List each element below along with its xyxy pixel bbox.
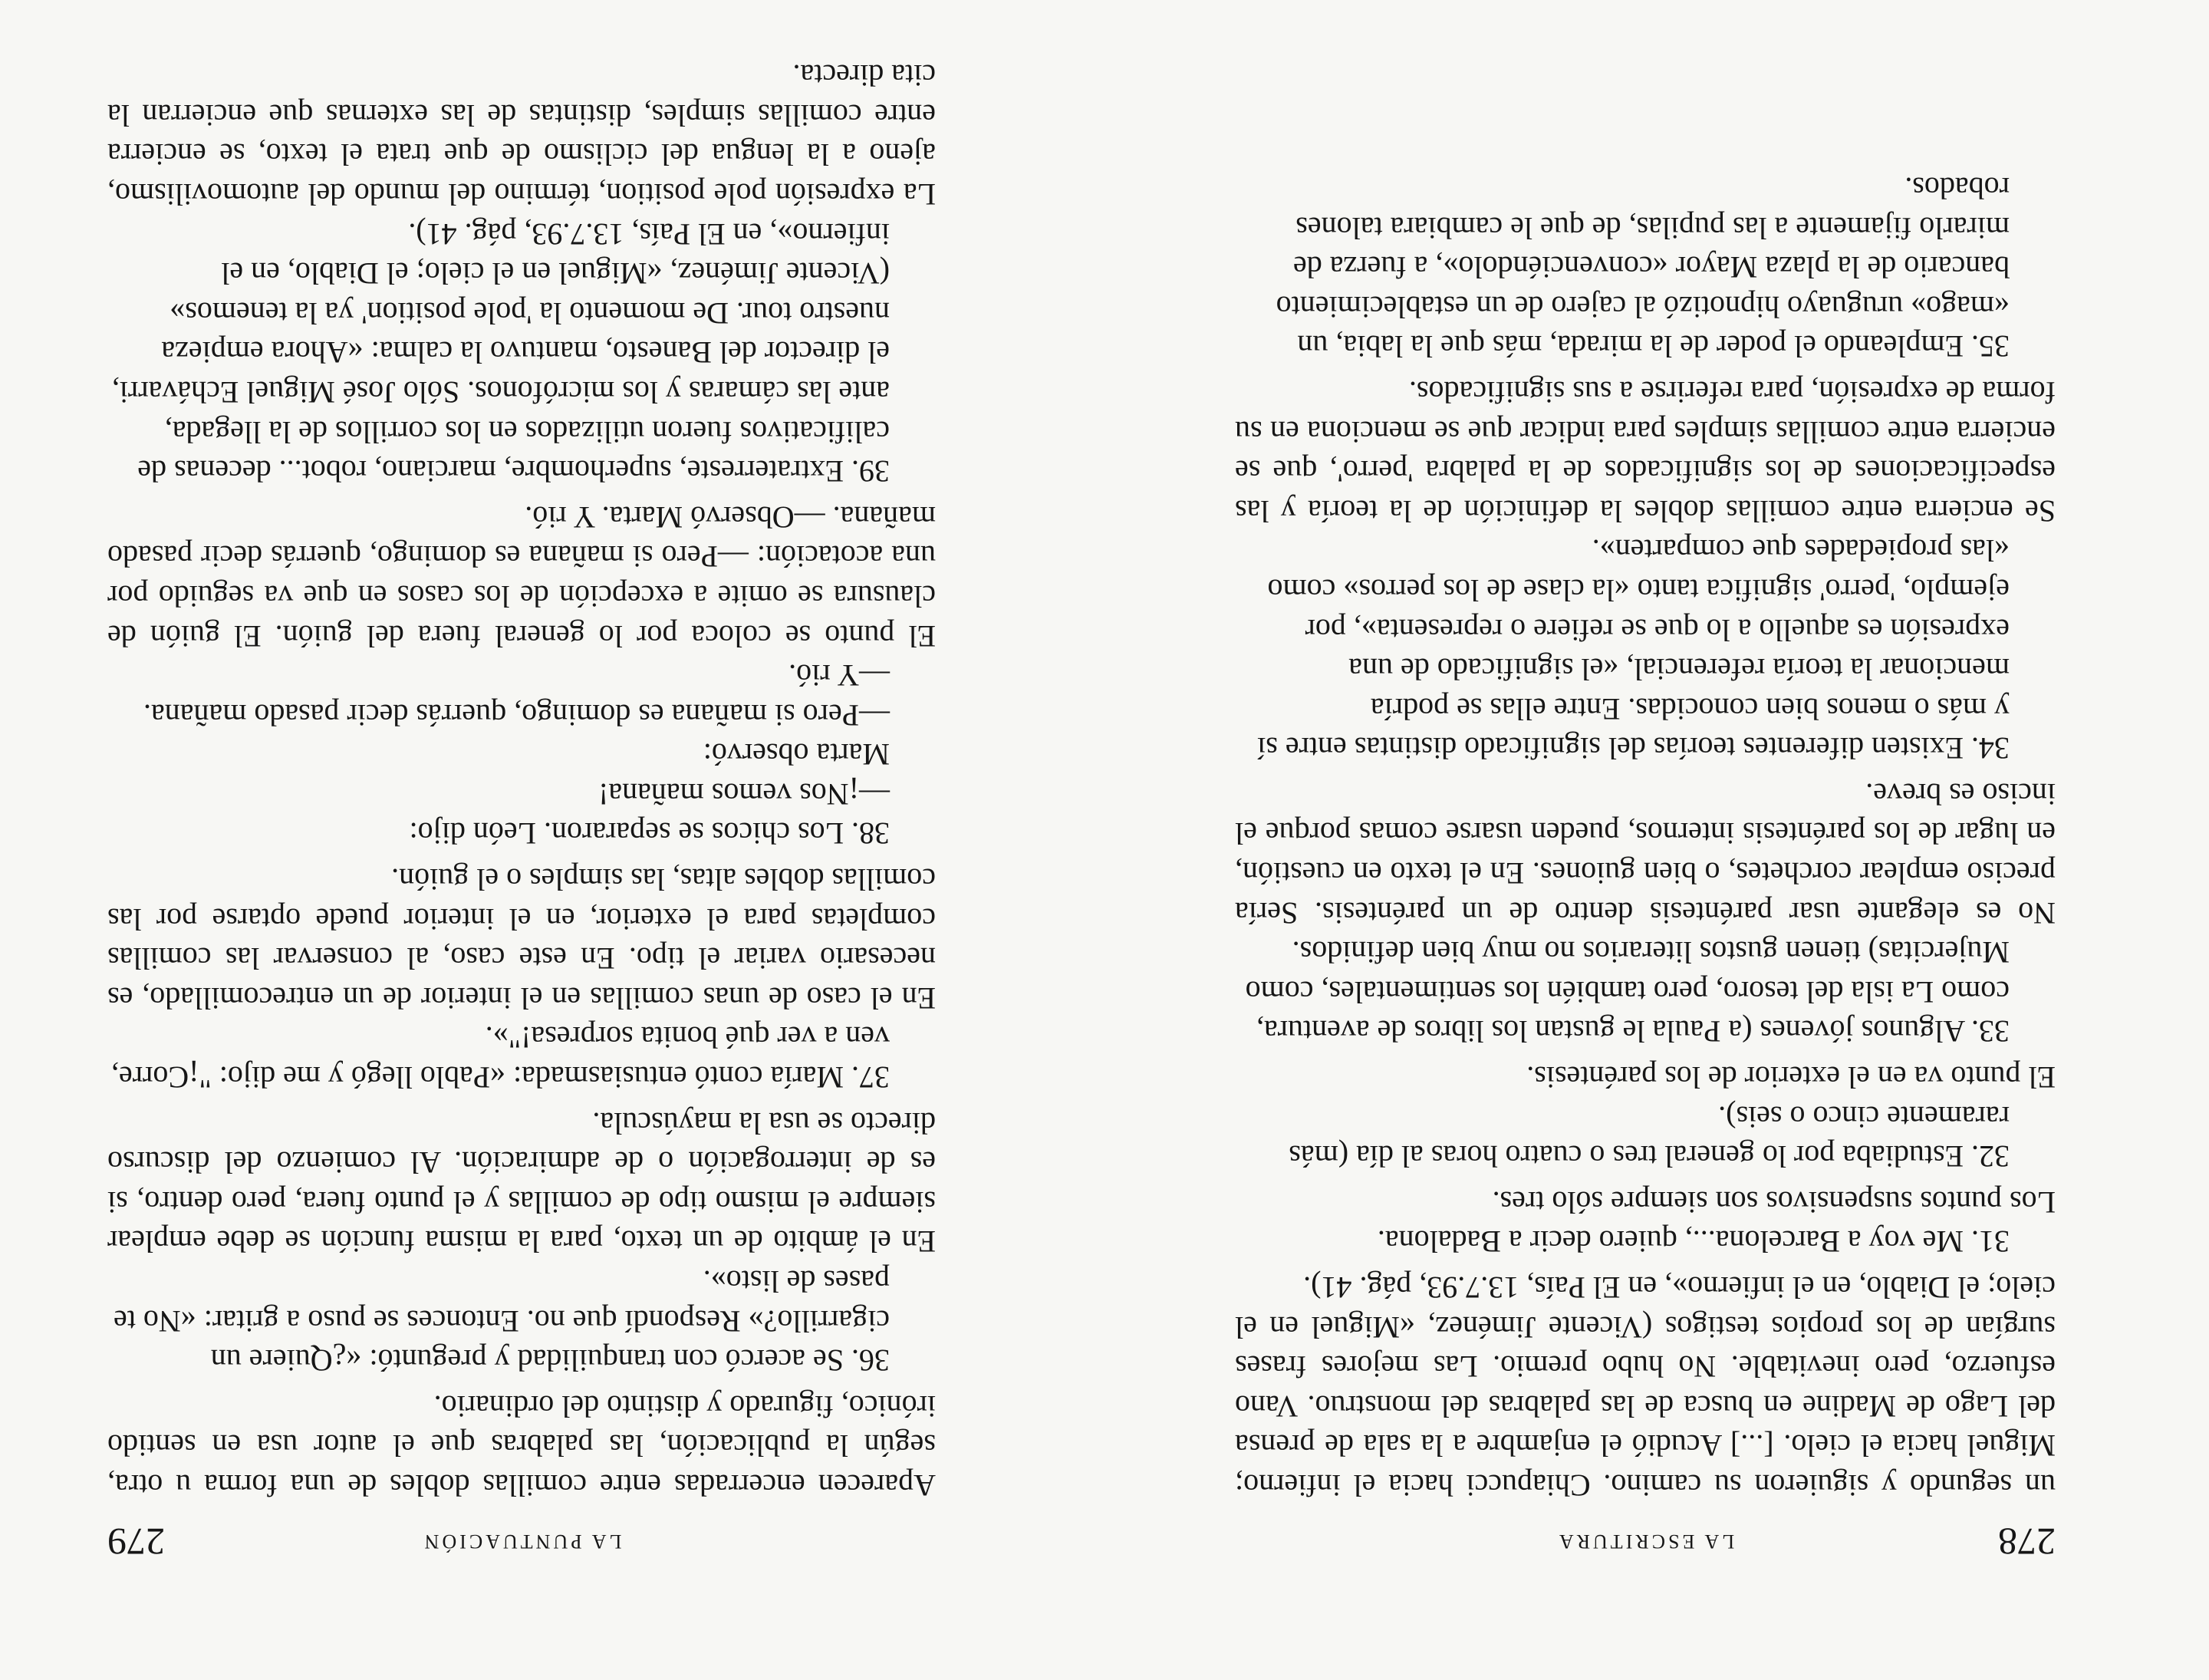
page-header xyxy=(1235,1519,2056,1565)
paragraph-continuation: un segundo y siguieron su camino. Chiapucci hacia el infierno; Miguel hacia el cielo. [...] Acudió el enjambre a la sala de prensa del Lago de Madine en busca de las palabras del monstruo. Vano esfuerzo, pero inevitable. No hubo premio. Las mejores frases surgían de los propios testigos (Vicente Jiménez, «Miguel en el cielo; el Diablo, en el infierno», en El País, 13.7.93, pág. 41). xyxy=(1235,1270,2056,1503)
example-38-dialogue-1: —¡Nos vemos mañana! xyxy=(598,776,890,812)
comment-33: No es elegante usar paréntesis dentro de un paréntesis. Sería preciso emplear corchetes, o bien guiones. En el texto en cuestión, en lugar de los paréntesis internos, pueden usarse comas porque el inciso es breve. xyxy=(1235,776,2056,931)
comment-36: En el ámbito de un texto, para la misma función se debe emplear siempre el mismo tipo de comillas y el punto fuera, pero dentro, si es de interrogación o de admiración. Al comienzo del discurso directo se usa la mayúscula. xyxy=(107,1105,936,1260)
example-33: 33. Algunos jóvenes (a Paula le gustan los libros de aventura, como La isla del tesoro, pero también los sentimentales, como Mujercitas) tienen gustos literarios no muy bien definidos. xyxy=(1245,935,2010,1049)
page-number: 279 xyxy=(107,1520,165,1563)
example-34: 34. Existen diferentes teorías del significado distintas entre sí y más o menos bien conocidas. Entre ellas se podría mencionar la teoría referencial, «el significado de una expresión es aquello a lo que se refiere o representa», por ejemplo, 'perro' significa tanto «la clase de los perros» como «las propiedades que comparten». xyxy=(1257,533,2010,766)
page-number: 278 xyxy=(1998,1520,2056,1563)
example-37: 37. María contó entusiasmada: «Pablo llegó y me dijo: "¡Corre, ven a ver qué bonita sorpresa!"». xyxy=(111,1020,890,1095)
comment-34: Se encierra entre comillas dobles la definición de la teoría y las especificaciones de los significados de la palabra 'perro', que se encierra entre comillas simples para indicar que se menciona en su forma de expresión, para referirse a sus significados. xyxy=(1235,374,2056,529)
comment-32: El punto va en el exterior de los paréntesis. xyxy=(1526,1060,2056,1095)
example-39: 39. Extraterreste, superhombre, marciano, robot... decenas de calificativos fueron utilizados en los corrillos de la llegada, ante las cámaras y los micrófonos. Sólo José Miguel Echávarri, el director del Banesto, mantuvo la calma: «Ahora empieza nuestro tour. De momento la 'pole position' ya la tenemos» (Vicente Jiménez, «Miguel en el cielo; el Diablo, en el infierno», en El País, 13.7.93, pág. 41). xyxy=(111,216,890,489)
page-278 xyxy=(1235,0,2056,1680)
comment-31: Los puntos suspensivos son siempre sólo tres. xyxy=(1492,1184,2056,1220)
example-38-dialogue-3: —Pero si mañana es domingo, querrás decir pasado mañana. —Y rió. xyxy=(143,658,890,733)
page-header xyxy=(107,1519,936,1565)
comment-39: La expresión pole position, término del mundo del automovilismo, ajeno a la lengua del ciclismo de que trata el texto, se encierra entre comillas simples, distintas de las externas que encierran la cita directa. xyxy=(107,58,936,212)
example-35: 35. Empleando el poder de la mirada, más que la labia, un «mago» uruguayo hipnotizó al cajero de un establecimiento bancario de la plaza Mayor «convenciéndolo», a fuerza de mirarlo fijamente a las pupilas, de que le cambiara talones robados. xyxy=(1276,171,2010,364)
example-31: 31. Me voy a Barcelona..., quiero decir a Badalona. xyxy=(1377,1224,2010,1260)
example-32: 32. Estudiaba por lo general tres o cuatro horas al día (más raramente cinco o seis). xyxy=(1289,1099,2010,1174)
running-head: LA ESCRITURA xyxy=(1556,1530,1735,1553)
running-head: LA PUNTUACIÓN xyxy=(421,1530,622,1553)
comment-38: El punto se coloca por lo general fuera del guión. El guión de clausura se omite a excepción de los casos en que va seguido por una acotación: —Pero si mañana es domingo, querrás decir pasado mañana. —Observó Marta. Y rió. xyxy=(107,499,936,654)
page-body xyxy=(1235,168,2056,1505)
example-38-dialogue-2: Marta observó: xyxy=(703,737,890,772)
comment-37: En el caso de unas comillas en el interior de un entrecomillado, es necesario variar el tipo. En este caso, al conservar las comillas completas para el exterior, en el interior puede optarse por las comillas dobles altas, las simples o el guión. xyxy=(107,862,936,1016)
paragraph-intro: Aparecen encerradas entre comillas dobles de una forma u otra, según la publicación, las palabras que el autor usa en sentido irónico, figurado y distinto del ordinario. xyxy=(107,1388,936,1503)
page-279 xyxy=(107,0,936,1680)
page-body xyxy=(107,56,936,1505)
example-38: 38. Los chicos se separaron. León dijo: xyxy=(409,816,890,852)
example-36: 36. Se acercó con tranquilidad y preguntó: «¿Quiere un cigarrillo?» Respondí que no. Entonces se puso a gritar: «No te pases de listo». xyxy=(114,1264,890,1379)
